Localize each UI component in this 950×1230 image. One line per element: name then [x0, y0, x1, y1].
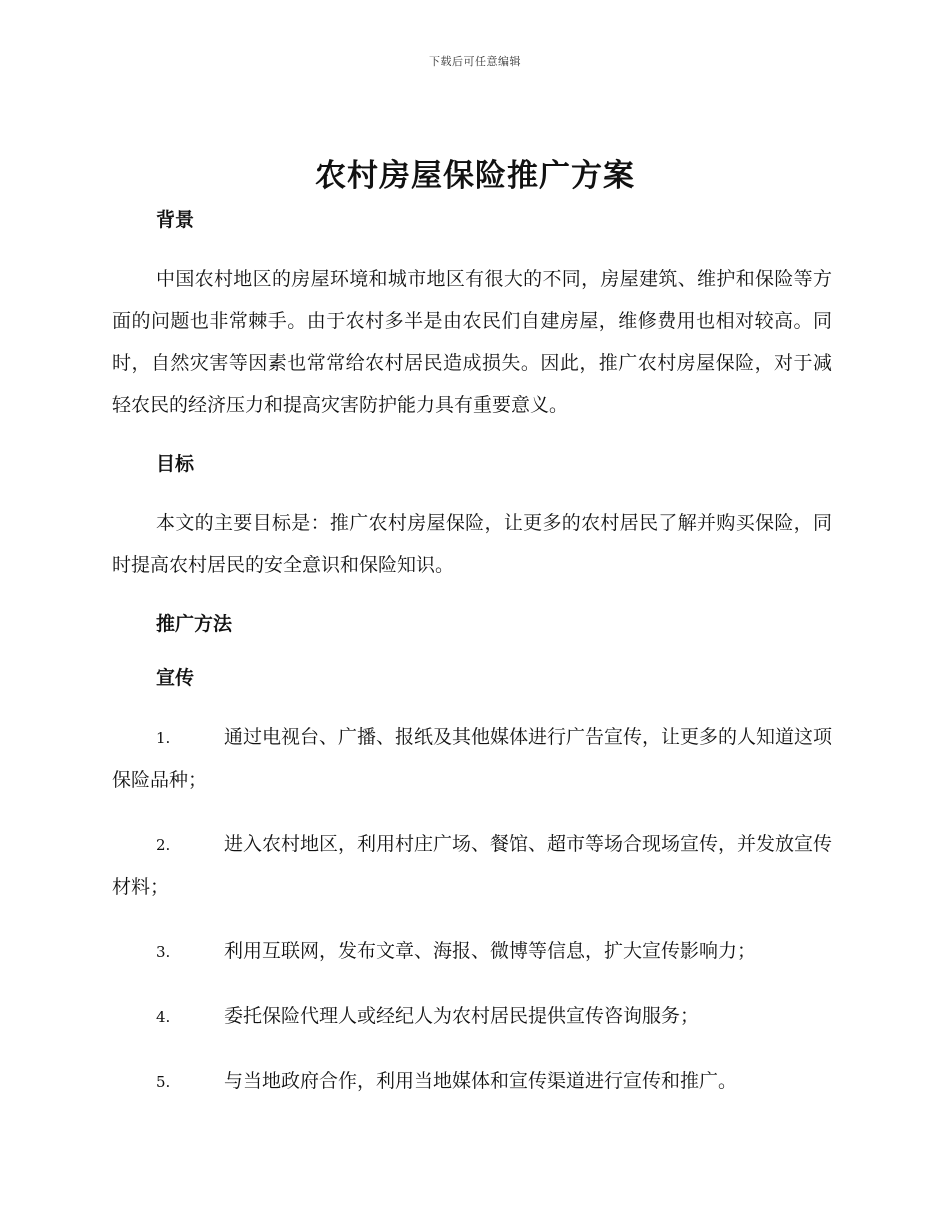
list-item [112, 995, 832, 1038]
list-item [112, 1060, 832, 1103]
list-item-text: 与当地政府合作，利用当地媒体和宣传渠道进行宣传和推广。 [224, 1070, 738, 1092]
list-item-number: 4. [156, 1008, 171, 1026]
list-item-number: 3. [156, 943, 171, 961]
header-note: 下载后可任意编辑 [429, 55, 521, 68]
list-item-text: 通过电视台、广播、报纸及其他媒体进行广告宣传，让更多的人知道这项保险品种； [112, 726, 833, 791]
section-heading-background: 背景 [156, 209, 195, 231]
paragraph-goal: 本文的主要目标是：推广农村房屋保险，让更多的农村居民了解并购买保险，同时提高农村居民的安全意识和保险知识。 [112, 512, 832, 576]
section-heading-goal: 目标 [156, 453, 195, 475]
document-body [112, 204, 832, 1103]
paragraph-background: 中国农村地区的房屋环境和城市地区有很大的不同，房屋建筑、维护和保险等方面的问题也非常棘手。由于农村多半是由农民们自建房屋，维修费用也相对较高。同时，自然灾害等因素也常常给农村居民造成损失。因此，推广农村房屋保险，对于减轻农民的经济压力和提高灾害防护能力具有重要意义。 [112, 268, 832, 416]
list-item-text: 委托保险代理人或经纪人为农村居民提供宣传咨询服务； [224, 1005, 700, 1027]
list-item [112, 823, 832, 908]
list-item [112, 930, 832, 973]
list-item [112, 716, 832, 801]
list-item-text: 进入农村地区，利用村庄广场、餐馆、超市等场合现场宣传，并发放宣传材料； [112, 833, 833, 898]
list-item-number: 5. [156, 1073, 171, 1091]
section-heading-methods: 推广方法 [156, 613, 233, 635]
list-item-number: 2. [156, 836, 171, 854]
list-item-text: 利用互联网，发布文章、海报、微博等信息，扩大宣传影响力； [224, 940, 757, 962]
list-item-number: 1. [156, 729, 171, 747]
document-title: 农村房屋保险推广方案 [315, 158, 635, 194]
section-heading-publicity: 宣传 [156, 667, 195, 689]
